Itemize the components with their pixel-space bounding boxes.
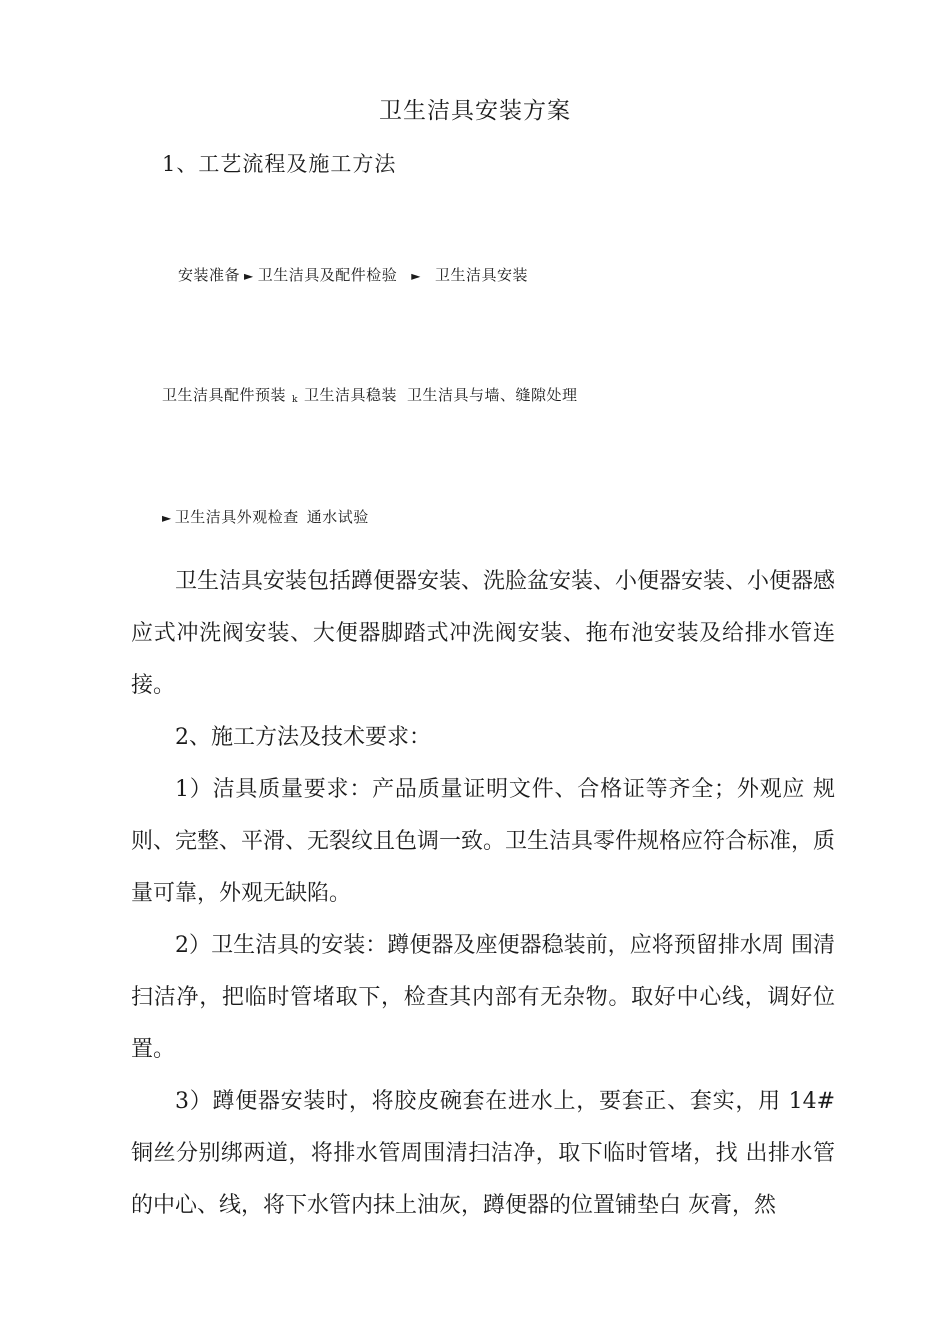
flow-row-3 bbox=[162, 506, 369, 527]
flow-step: 安装准备 bbox=[178, 266, 241, 284]
section-heading-2: 2、施工方法及技术要求： bbox=[175, 725, 431, 750]
body-paragraph bbox=[131, 712, 835, 764]
body-paragraph bbox=[131, 920, 835, 1076]
flow-mark: k bbox=[292, 395, 298, 405]
paragraph-text: 卫生洁具安装包括蹲便器安装、洗脸盆安装、小便器安装、小便器感应式冲洗阀安装、大便器脚踏式冲洗阀安装、拖布池安装及给排水管连接。 bbox=[131, 569, 836, 698]
flow-step: 卫生洁具配件预装 bbox=[162, 386, 287, 404]
body-paragraph bbox=[131, 1076, 835, 1232]
flow-step: 卫生洁具及配件检验 bbox=[257, 266, 398, 284]
flow-row-2 bbox=[162, 384, 578, 405]
arrow-icon: ► bbox=[244, 269, 254, 283]
document-title: 卫生洁具安装方案 bbox=[379, 98, 571, 124]
flow-step: 卫生洁具安装 bbox=[435, 266, 529, 284]
paragraph-text: 1）洁具质量要求：产品质量证明文件、合格证等齐全；外观应 规则、完整、平滑、无裂纹且色调一致。卫生洁具零件规格应符合标准，质量可靠，外观无缺陷。 bbox=[131, 777, 836, 906]
paragraph-text: 2）卫生洁具的安装：蹲便器及座便器稳装前，应将预留排水周 围清扫洁净，把临时管堵取下，检查其内部有无杂物。取好中心线，调好位置。 bbox=[131, 933, 835, 1062]
arrow-icon: ► bbox=[411, 269, 421, 283]
section-heading: 1、工艺流程及施工方法 bbox=[162, 152, 397, 176]
arrow-icon: ► bbox=[162, 511, 172, 525]
flow-step: 卫生洁具外观检查 bbox=[174, 508, 299, 526]
paragraph-text: 3）蹲便器安装时，将胶皮碗套在进水上，要套正、套实，用 14#铜丝分别绑两道，将排水管周围清扫洁净，取下临时管堵，找 出排水管的中心、线，将下水管内抹上油灰，蹲便器的位置铺垫白 灰膏，然 bbox=[131, 1089, 835, 1218]
flow-step: 卫生洁具与墙、缝隙处理 bbox=[407, 386, 578, 404]
flow-step: 通水试验 bbox=[306, 508, 369, 526]
flow-row-1 bbox=[178, 264, 528, 285]
flow-step: 卫生洁具稳装 bbox=[303, 386, 397, 404]
body-paragraph bbox=[131, 556, 835, 712]
body-paragraph bbox=[131, 764, 835, 920]
